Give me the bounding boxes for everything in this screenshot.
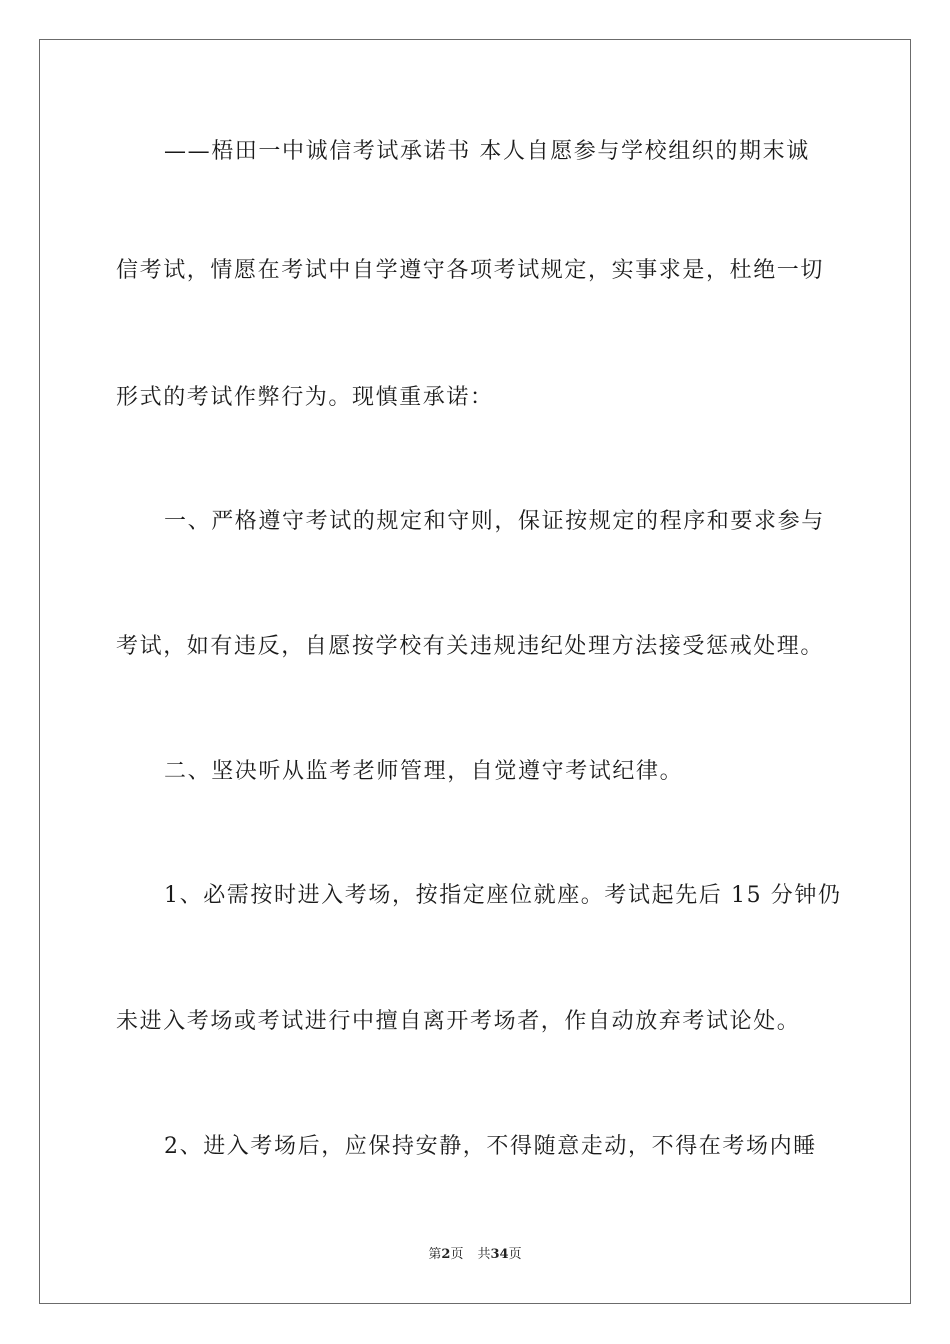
- paragraph-line-3: 形式的考试作弊行为。现慎重承诺：: [116, 385, 494, 410]
- paragraph-line-4: 一、严格遵守考试的规定和守则，保证按规定的程序和要求参与: [164, 509, 825, 534]
- paragraph-line-1: ——梧田一中诚信考试承诺书 本人自愿参与学校组织的期末诚: [164, 139, 810, 164]
- page-footer: [0, 1246, 950, 1264]
- total-pages: 34: [490, 1247, 509, 1262]
- page-suffix: 页: [450, 1247, 464, 1262]
- page-border: [39, 39, 911, 1304]
- paragraph-line-6: 二、坚决听从监考老师管理，自觉遵守考试纪律。: [164, 759, 684, 784]
- paragraph-line-2: 信考试，情愿在考试中自学遵守各项考试规定，实事求是，杜绝一切: [116, 258, 825, 283]
- paragraph-line-7: 1、必需按时进入考场，按指定座位就座。考试起先后 15 分钟仍: [164, 883, 842, 908]
- paragraph-line-8: 未进入考场或考试进行中擅自离开考场者，作自动放弃考试论处。: [116, 1009, 801, 1034]
- total-suffix: 页: [508, 1247, 522, 1262]
- paragraph-line-9: 2、进入考场后，应保持安静，不得随意走动，不得在考场内睡: [164, 1134, 817, 1159]
- paragraph-line-5: 考试，如有违反，自愿按学校有关违规违纪处理方法接受惩戒处理。: [116, 634, 825, 659]
- page-number: 2: [441, 1247, 451, 1262]
- page-prefix: 第: [428, 1247, 442, 1262]
- total-prefix: 共: [477, 1247, 491, 1262]
